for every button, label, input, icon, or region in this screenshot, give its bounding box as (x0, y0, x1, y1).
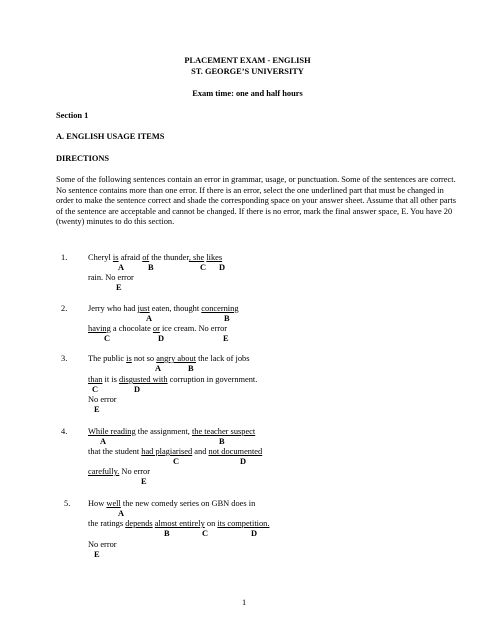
underlined-part: had plagiarised (141, 447, 193, 456)
underlined-part: disgusted with (118, 375, 168, 384)
choice-letter: E (94, 405, 100, 414)
question-number: 2. (61, 304, 68, 313)
choice-letter: C (92, 385, 99, 394)
question-line: rain. No error (88, 273, 134, 282)
question-line: the ratings depends almost entirely on its competition. (88, 519, 270, 528)
choice-letter: D (158, 334, 165, 343)
underlined-part: carefully. (88, 467, 120, 476)
underlined-part: its competition. (217, 519, 270, 528)
underlined-part: angry about (156, 354, 196, 363)
directions-heading: DIRECTIONS (56, 154, 110, 163)
choice-letter: B (188, 364, 194, 373)
choice-letter: B (219, 437, 225, 446)
underlined-part: is (126, 354, 132, 363)
underlined-part: not documented (208, 447, 263, 456)
underlined-part: the teacher suspect (191, 427, 256, 436)
choice-letter: D (134, 385, 141, 394)
question-line: No error (88, 540, 117, 549)
choice-letter: E (116, 283, 122, 292)
section-subheading: A. ENGLISH USAGE ITEMS (56, 132, 165, 141)
choice-letter: C (104, 334, 111, 343)
choice-letter: D (219, 263, 226, 272)
underlined-part: concerning (201, 304, 239, 313)
choice-letter: C (200, 263, 207, 272)
choice-letter: E (223, 334, 229, 343)
choice-letter: B (224, 314, 230, 323)
exam-time: Exam time: one and half hours (192, 89, 303, 98)
choice-letter: C (173, 457, 180, 466)
question-number: 4. (61, 427, 68, 436)
choice-letter: B (164, 529, 170, 538)
question-line: having a chocolate or ice cream. No error (88, 324, 228, 333)
directions-text: Some of the following sentences contain an error in grammar, usage, or punctuation. Some of the sentences are correct. No sentence contains more than one error. If there is an error, select the one underlined part that must be changed in order to make the sentence correct and shade the corresponding space on your answer sheet. Assume that all other parts of the sentence are acceptable and cannot be changed. If there is no error, mark the final answer space, E. You have 20 (twenty) minutes to do this section. (56, 175, 456, 227)
choice-letter: E (94, 550, 100, 559)
choice-letter: A (155, 364, 162, 373)
question-line: Jerry who had just eaten, thought concerning (88, 304, 239, 313)
underlined-part: having (88, 324, 111, 333)
underlined-part: While reading (88, 427, 136, 436)
question-number: 1. (61, 253, 68, 262)
underlined-part: , she (188, 253, 205, 262)
choice-letter: E (141, 477, 147, 486)
choice-letter: A (100, 437, 107, 446)
question-line: Cheryl is afraid of the thunder, she likes (88, 253, 223, 262)
university-name: ST. GEORGE’S UNIVERSITY (191, 67, 304, 76)
question-number: 3. (61, 354, 68, 363)
choice-letter: A (146, 314, 153, 323)
page-number: 1 (242, 598, 247, 607)
choice-letter: B (148, 263, 154, 272)
question-line: than it is disgusted with corruption in government. (88, 375, 258, 384)
underlined-part: just (137, 304, 150, 313)
underlined-part: well (106, 499, 121, 508)
choice-letter: D (251, 529, 258, 538)
choice-letter: A (118, 263, 125, 272)
underlined-part: of (142, 253, 150, 262)
question-line: While reading the assignment, the teacher suspect (88, 427, 256, 436)
question-line: How well the new comedy series on GBN does in (88, 499, 256, 508)
underlined-part: likes (206, 253, 223, 262)
exam-title: PLACEMENT EXAM - ENGLISH (184, 56, 311, 65)
underlined-part: is (112, 253, 119, 262)
underlined-part: depends (125, 519, 153, 528)
underlined-part: than (88, 375, 103, 384)
choice-letter: D (240, 457, 247, 466)
question-line: No error (88, 395, 117, 404)
underlined-part: or (152, 324, 160, 333)
choice-letter: A (118, 509, 125, 518)
question-line: that the student had plagiarised and not documented (88, 447, 263, 456)
question-number: 5. (64, 499, 71, 508)
section-label: Section 1 (56, 111, 89, 120)
choice-letter: C (202, 529, 209, 538)
question-line: carefully. No error (88, 467, 151, 476)
underlined-part: almost entirely (154, 519, 205, 528)
question-line: The public is not so angry about the lack of jobs (88, 354, 250, 363)
